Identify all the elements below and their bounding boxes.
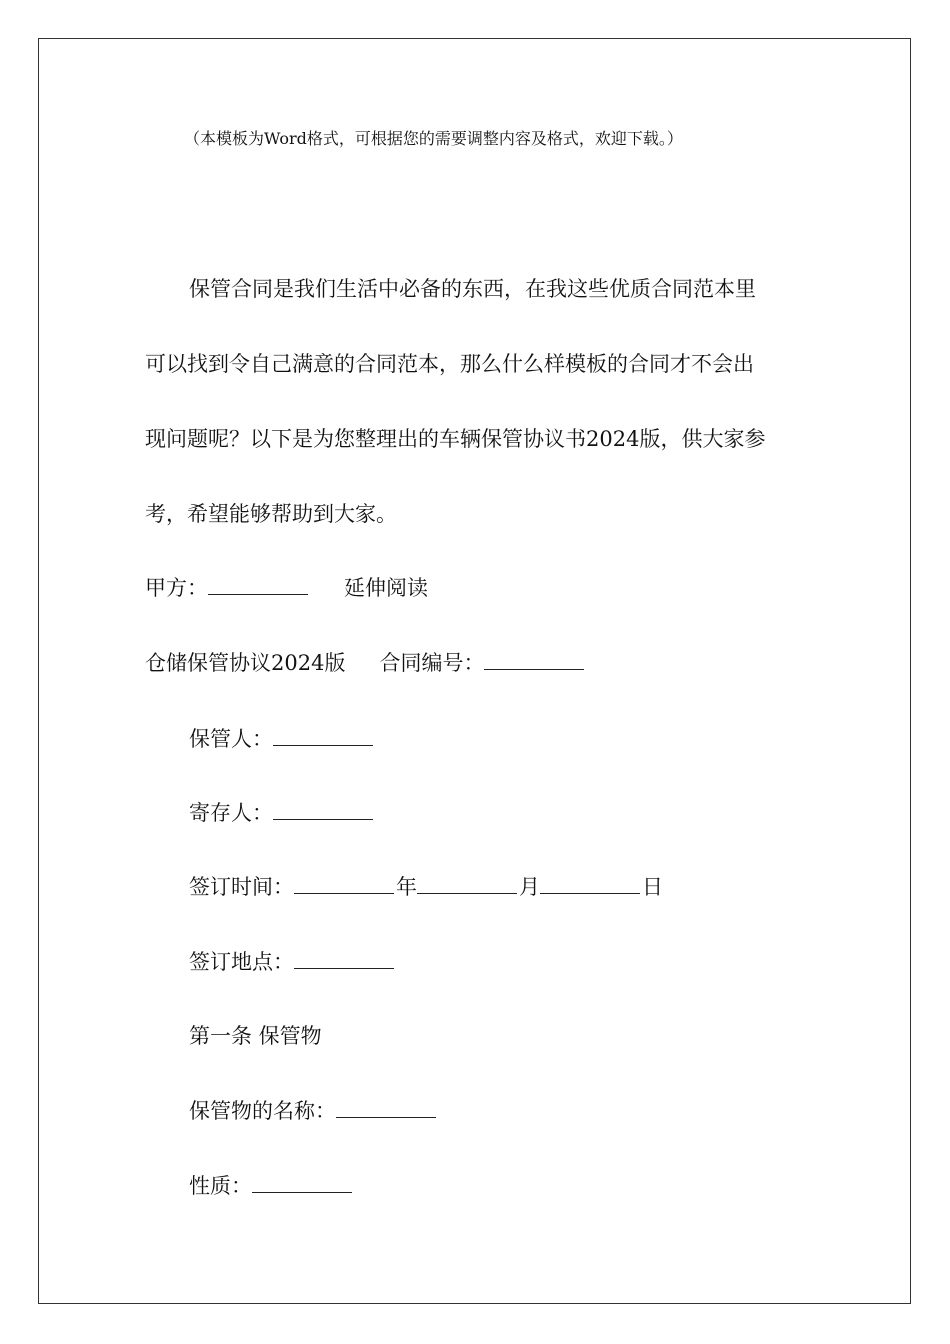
- depositor-row: [189, 800, 375, 826]
- item-nature-label: 性质：: [189, 1174, 252, 1198]
- item-nature-blank: [252, 1174, 352, 1193]
- related-contract-title[interactable]: 仓储保管协议2024版: [145, 651, 346, 675]
- template-notice: （本模板为Word格式，可根据您的需要调整内容及格式，欢迎下载。）: [184, 129, 683, 148]
- intro-line-3: 现问题呢？以下是为您整理出的车辆保管协议书2024版，供大家参: [145, 427, 766, 451]
- article-1-heading: 第一条 保管物: [189, 1024, 322, 1048]
- item-name-row: [189, 1098, 438, 1124]
- month-blank: [417, 875, 517, 894]
- party-a-label: 甲方：: [145, 576, 208, 600]
- item-nature-row: [189, 1173, 354, 1199]
- contract-number-row: [145, 650, 586, 676]
- year-blank: [294, 875, 394, 894]
- sign-time-row: [189, 874, 663, 900]
- extended-reading-link[interactable]: 延伸阅读: [344, 576, 428, 600]
- custodian-label: 保管人：: [189, 727, 273, 751]
- intro-line-4: 考，希望能够帮助到大家。: [145, 502, 397, 526]
- contract-no-blank: [484, 651, 584, 670]
- custodian-row: [189, 726, 375, 752]
- depositor-label: 寄存人：: [189, 801, 273, 825]
- sign-time-label: 签订时间：: [189, 875, 294, 899]
- sign-place-label: 签订地点：: [189, 950, 294, 974]
- month-label: 月: [519, 875, 540, 899]
- intro-line-2: 可以找到令自己满意的合同范本，那么什么样模板的合同才不会出: [145, 352, 754, 376]
- day-label: 日: [642, 875, 663, 899]
- custodian-blank: [273, 727, 373, 746]
- item-name-blank: [336, 1099, 436, 1118]
- day-blank: [540, 875, 640, 894]
- party-a-row: [145, 575, 428, 601]
- party-a-blank: [208, 576, 308, 595]
- intro-line-1: 保管合同是我们生活中必备的东西，在我这些优质合同范本里: [189, 277, 756, 301]
- year-label: 年: [396, 875, 417, 899]
- sign-place-blank: [294, 950, 394, 969]
- contract-no-label: 合同编号：: [379, 651, 485, 675]
- item-name-label: 保管物的名称：: [189, 1099, 336, 1123]
- sign-place-row: [189, 949, 396, 975]
- depositor-blank: [273, 801, 373, 820]
